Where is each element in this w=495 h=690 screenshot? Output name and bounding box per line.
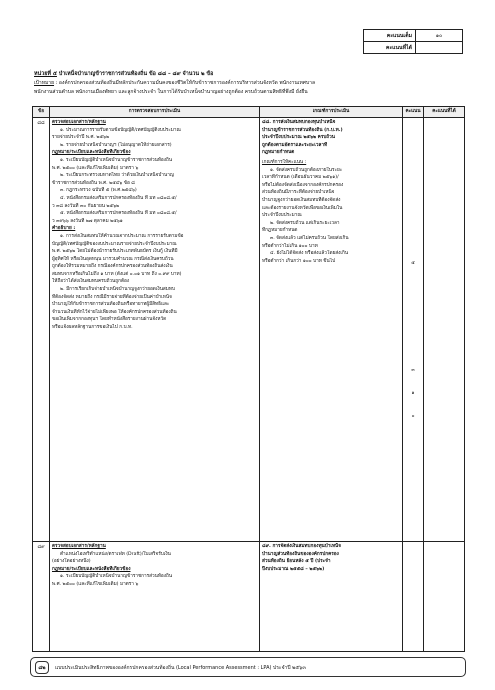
criteria-line: บำนาญจูงกว่ายอดเงินสมทบที่ต้องจัดส่ง (262, 197, 341, 203)
header-criteria: เกณฑ์การประเมิน (260, 107, 403, 118)
criteria-line: หรือต่ำกว่า เกินกว่า ๑๐๐ บาท ขึ้นไป (262, 258, 336, 264)
item-number: ๘๘ (33, 118, 50, 542)
inspect-line: ๑. ประมาณการรายรับตามข้อบัญญัติ/เทศบัญญัติงบประมาณ (60, 127, 181, 133)
criteria-title: กฎหมายกำหนด (262, 150, 295, 156)
inspect-line: ที่ต้องจัดส่ง หมายถึง กรณีมีรายจ่ายที่ต้องจ่ายเป็นค่าบำเหน็จ (52, 294, 172, 300)
header-inspection: การตรวจสอบการประเมิน (50, 107, 260, 118)
inspect-line: ๒. รายจ่ายบำเหน็จบำนาญฯ (ไม่อนุญาตให้ถ่ายเอกสาร) (60, 142, 172, 148)
obtained-cell (424, 542, 465, 652)
doc-evidence-heading: ตรวจสอบเอกสาร/หลักฐาน (52, 120, 106, 125)
inspect-line: ๒. มีการเรียกเก็บจ่ายบำเหน็จบำนาญจูงกว่ายอดเงินสมทบ (60, 287, 175, 293)
page-footer (30, 657, 466, 677)
criteria-title: ปีงบประมาณ ๒๕๕๘ – ๒๕๖๒) (262, 566, 325, 572)
footer-title: แบบประเมินประสิทธิภาพขององค์กรปกครองส่วนท้องถิ่น (Local Performance Assessment : LPA) ประจำปี ๒๕๖๓ (55, 665, 306, 671)
law-heading: กฎหมาย/ระเบียบและหนังสือที่เกี่ยวข้อง (52, 566, 131, 572)
doc-evidence-heading: ตรวจสอบเอกสาร/หลักฐาน (52, 544, 106, 549)
score-value: ๕ (411, 261, 415, 266)
inspect-line: ๑. ระเบียบบัญญัติบำเหน็จบำนาญข้าราชการส่วนท้องถิ่น (60, 574, 173, 580)
inspect-line: ว ๓๘ ลงวันที่ ๓๐ กันยายน ๒๕๖๒ (52, 203, 120, 209)
obtained-cell (424, 118, 465, 542)
table-row-89 (33, 542, 465, 652)
score-box (363, 29, 463, 54)
inspect-line: รายจ่ายประจำปี พ.ศ. ๒๕๖๒ (52, 135, 110, 141)
obtained-score-label: คะแนนที่ได้ (364, 42, 416, 54)
inspect-line: ๓. กฎกระทรวง ฉบับที่ ๕ (พ.ศ.๒๕๔๖) (60, 188, 137, 194)
inspect-line: พ.ศ. ๒๕๐๐ (และที่แก้ไขเพิ่มเติม) มาตรา ๖ (52, 581, 139, 587)
law-heading: กฎหมาย/ระเบียบและหนังสือที่เกี่ยวข้อง (52, 150, 131, 156)
criteria-line: ๒. จัดส่งครบถ้วน แต่เกินระยะเวลา (270, 220, 340, 226)
score-cell (403, 118, 424, 542)
purpose-line-2: พนักงานส่วนตำบล พนักงานเมืองพัทยา และลูกจ้างประจำ ในการได้รับบำเหน็จบำนาญอย่างถูกต้อง ครบถ้วนตามสิทธิที่พึงมี ยั่งยืน (34, 88, 308, 95)
table-row-88 (33, 118, 465, 542)
inspect-line: บำนาญให้กับข้าราชการส่วนท้องถิ่นหรือทายาทผู้มีสิทธิและ (52, 302, 170, 308)
unit-label: หน่วยที่ ๕ (34, 71, 57, 77)
criteria-cell (260, 118, 403, 542)
inspect-line: บัญญัติ/เทศบัญญัติของงบประมาณรายจ่ายประจำปีงบประมาณ (52, 241, 177, 247)
criteria-title: ส่วนท้องถิ่น ย้อนหลัง ๕ ปี (ประจำ (262, 559, 331, 565)
header-score: คะแนน (403, 107, 424, 118)
inspect-line: ๑. การส่งเงินสมทบให้คำนวณจากประมาณ การรายรับตามข้อ (60, 233, 184, 239)
criteria-line: ๔. ยังไม่ได้จัดส่ง หรือส่งแล้วโดยส่งเกิน (270, 251, 349, 257)
criteria-title: บำนาญส่วนท้องถิ่นขององค์กรปกครอง (262, 551, 339, 557)
criteria-line: ๑. จัดส่งครบถ้วนถูกต้องภายในระยะ (270, 167, 343, 173)
unit-title: บำเหน็จบำนาญข้าราชการส่วนท้องถิ่น ข้อ ๘๘ – ๘๙ จำนวน ๒ ข้อ (56, 71, 214, 77)
criteria-line: ส่วนท้องถิ่นมีภาระที่ต้องจ่ายบำเหน็จ (262, 190, 335, 196)
score-value: ๓ (411, 368, 415, 373)
inspect-line: ๕. หนังสือกรมส่งเสริมการปกครองท้องถิ่น ที่ มท ๐๘๐๘.๕/ (60, 211, 177, 217)
inspect-line: ๒. ระเบียบกระทรวงมหาดไทย ว่าด้วยเงินบำเหน็จบำนาญ (60, 173, 174, 179)
criteria-title: บำนาญข้าราชการส่วนท้องถิ่น (ก.บ.ท.) (262, 127, 343, 133)
criteria-line: ที่กฎหมายกำหนด (262, 228, 298, 234)
criteria-title: ประจำปีงบประมาณ ๒๕๖๒ ครบถ้วน (262, 135, 335, 141)
inspect-line: ตำแหน่งไอเทริตำแหน่ง/ตราเฟท (Draft)/ใบเสร็จรับเงิน (60, 551, 171, 557)
score-value: ๑ (411, 391, 415, 396)
full-score-label: คะแนนเต็ม (364, 30, 416, 42)
inspect-line: ขอเงินเพิ่มจากกองทุนฯ โดยทำหนังสือรายงานผ่านจังหวัด (52, 317, 167, 323)
criteria-line: ๓. จัดส่งแล้ว แต่ไม่ครบถ้วน โดยส่งเกิน (270, 235, 349, 241)
criteria-title: ๘๙. การจัดส่งเงินสมทบกองทุนบำเหน็จ (262, 544, 341, 549)
inspect-line: ๑. ระเบียบบัญญัติบำเหน็จบำนาญข้าราชการส่วนท้องถิ่น (60, 157, 173, 163)
section-heading (34, 70, 464, 78)
criteria-line: หรือไม่ต้องจัดส่งเนื่องจากองค์กรปกครอง (262, 182, 344, 188)
header-obtained: คะแนนที่ได้ (424, 107, 465, 118)
explanation-heading: คำอธิบาย : (52, 226, 76, 232)
scoring-heading: เกณฑ์การให้คะแนน : (262, 159, 307, 165)
criteria-line: เวลาที่กำหนด (เดือนธันวาคม ๒๕๖๑)/ (262, 175, 339, 181)
header-item-no: ข้อ (33, 107, 50, 118)
score-cell (403, 542, 424, 652)
criteria-line: และต้องรายงานจังหวัดเพื่อขอเงินเพิ่มใน (262, 205, 343, 211)
criteria-line: หรือต่ำกว่าไม่เกิน ๑๐๐ บาท (262, 243, 318, 249)
inspect-line: (อย่างใดอย่างหนึ่ง) (52, 559, 91, 565)
criteria-title: ๘๘. การส่งเงินสมทบกองทุนบำเหน็จ (262, 120, 336, 125)
assessment-table (32, 106, 465, 652)
criteria-title: ถูกต้องตามอัตราและระยะเวลาที่ (262, 142, 328, 148)
criteria-cell (260, 542, 403, 652)
inspect-line: พ.ศ. ๒๕๐๐ (และที่แก้ไขเพิ่มเติม) มาตรา ๖ (52, 165, 139, 171)
inspect-line: ผู้อุทิศให้ หรือเงินอุดหนุน มารวมคำนวณ กรณีส่งเงินครบถ้วน (52, 256, 174, 262)
inspection-cell (50, 118, 260, 542)
purpose-line-1: : องค์กรปกครองส่วนท้องถิ่นมีหลักประกันความมั่นคงของชีวิตให้กับข้าราชการองค์การบริหารส่วนจังหวัด พนักงานเทศบาล (54, 80, 316, 86)
obtained-score-value (416, 42, 463, 54)
item-number: ๘๙ (33, 542, 50, 652)
purpose-text (34, 79, 464, 96)
inspect-line: หรือแจ้งผลหลักฐานการขอเงินไป ก.บ.ท. (52, 325, 133, 331)
score-value: ๐ (411, 414, 415, 419)
inspect-line: สมทบจากหรือเกินไม่ถึง ๑ บาท (ตั้งแต่ ๐.๐๑ บาท ถึง ๐.๙๙ บาท) (52, 271, 182, 277)
page-number: ๘๒ (35, 661, 49, 674)
purpose-label: เป้าหมาย (34, 80, 55, 86)
inspect-line: ๔. หนังสือกรมส่งเสริมการปกครองท้องถิ่น ที่ มท ๐๘๐๘.๕/ (60, 195, 177, 201)
inspect-line: ข้าราชการส่วนท้องถิ่น พ.ศ. ๒๕๔๖ ข้อ ๘ (52, 180, 135, 186)
table-header-row (33, 107, 465, 118)
inspect-line: ว ๓๙๖๖ ลงวันที่ ๒๗ ตุลาคม ๒๕๖๑ (52, 218, 123, 224)
inspect-line: ให้ถือว่าได้ส่งเงินสมทบครบถ้วนถูกต้อง (52, 279, 130, 285)
criteria-line: ประจำปีงบประมาณ (262, 213, 302, 219)
full-score-value: ๑๐ (416, 30, 463, 42)
inspect-line: พ.ศ. ๒๕๖๒ โดยไม่ต้องนำรายรับประเภทพันธบัตร เงินกู้ เงินที่มี (52, 249, 178, 255)
inspect-line: ถูกต้องให้รวมหมายถึง กรณีองค์กรปกครองส่วนท้องถิ่นส่งเงิน (52, 264, 173, 270)
inspect-line: จำนวนเงินที่หักไว้จ่ายไม่เพียงพอ ให้องค์กรปกครองส่วนท้องถิ่น (52, 309, 177, 315)
inspection-cell (50, 542, 260, 652)
